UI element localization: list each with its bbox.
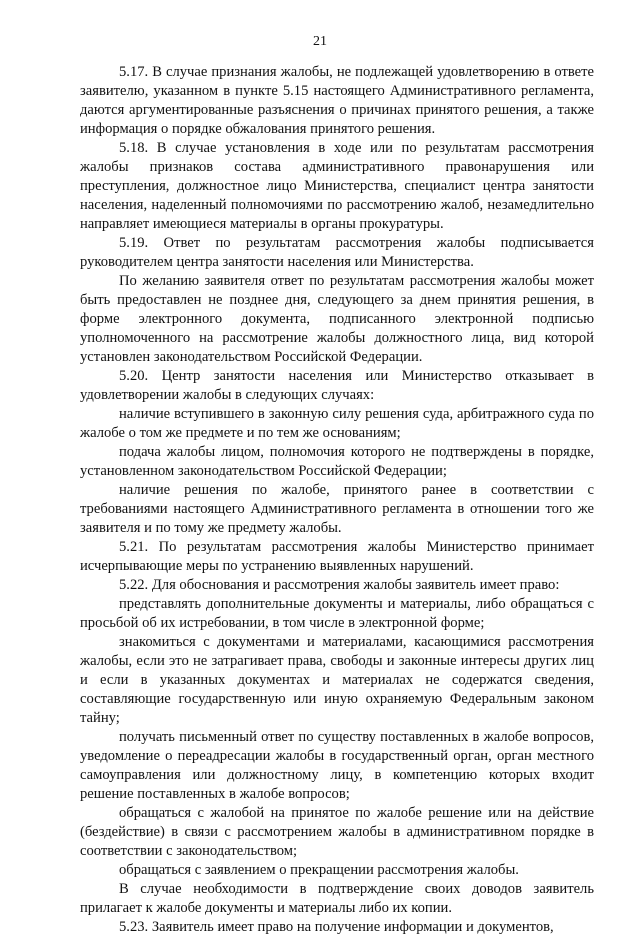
paragraph-5-20: 5.20. Центр занятости населения или Министерство отказывает в удовлетворении жалобы в следующих случаях: [80,368,594,403]
list-item-court-decision: наличие вступившего в законную силу решения суда, арбитражного суда по жалобе о том же предмете и по тем же основаниям; [80,406,594,441]
list-item-appeal-decision: обращаться с жалобой на принятое по жалобе решение или на действие (бездействие) в связи с рассмотрением жалобы в административном порядке в соответствии с законодательством; [80,805,594,859]
paragraph-electronic-response: По желанию заявителя ответ по результатам рассмотрения жалобы может быть предоставлен не позднее дня, следующего за днем принятия решения, в форме электронного документа, подписанного электронной подписью уполномоченного на рассмотрение жалобы должностного лица, вид которой установлен законодательством Российской Федерации. [80,273,594,365]
list-item-withdraw-complaint: обращаться с заявлением о прекращении рассмотрения жалобы. [119,862,519,878]
list-item-submit-documents: представлять дополнительные документы и материалы, либо обращаться с просьбой об их истребовании, в том числе в электронной форме; [80,596,594,631]
paragraph-5-23: 5.23. Заявитель имеет право на получение информации и документов, [119,919,554,935]
page-number: 21 [313,34,327,49]
paragraph-5-18: 5.18. В случае установления в ходе или по результатам рассмотрения жалобы признаков состава административного правонарушения или преступления, должностное лицо Министерства, специалист центра занятости населения, наделенный полномочиями по рассмотрению жалоб, незамедлительно направляет имеющиеся материалы в органы прокуратуры. [80,140,594,232]
list-item-prior-decision: наличие решения по жалобе, принятого ранее в соответствии с требованиями настоящего Административного регламента в отношении того же заявителя и по тому же предмету жалобы. [80,482,594,536]
paragraph-5-21: 5.21. По результатам рассмотрения жалобы Министерство принимает исчерпывающие меры по устранению выявленных нарушений. [80,539,594,574]
paragraph-supporting-documents: В случае необходимости в подтверждение своих доводов заявитель прилагает к жалобе документы и материалы либо их копии. [80,881,594,916]
list-item-review-materials: знакомиться с документами и материалами, касающимися рассмотрения жалобы, если это не затрагивает права, свободы и законные интересы других лиц и если в указанных документах и материалах не содержатся сведения, составляющие государственную или иную охраняемую Федеральным законом тайну; [80,634,594,726]
paragraph-5-17: 5.17. В случае признания жалобы, не подлежащей удовлетворению в ответе заявителю, указанном в пункте 5.15 настоящего Административного регламента, даются аргументированные разъяснения о причинах принятого решения, а также информация о порядке обжалования принятого решения. [80,64,594,137]
paragraph-5-22: 5.22. Для обоснования и рассмотрения жалобы заявитель имеет право: [119,577,560,593]
paragraph-5-19: 5.19. Ответ по результатам рассмотрения жалобы подписывается руководителем центра занятости населения или Министерства. [80,235,594,270]
list-item-written-response: получать письменный ответ по существу поставленных в жалобе вопросов, уведомление о переадресации жалобы в государственный орган, орган местного самоуправления или должностному лицу, в компетенцию которых входит решение поставленных в жалобе вопросов; [80,729,594,802]
list-item-unauthorized-filing: подача жалобы лицом, полномочия которого не подтверждены в порядке, установленном законодательством Российской Федерации; [80,444,594,479]
document-body [80,63,594,937]
